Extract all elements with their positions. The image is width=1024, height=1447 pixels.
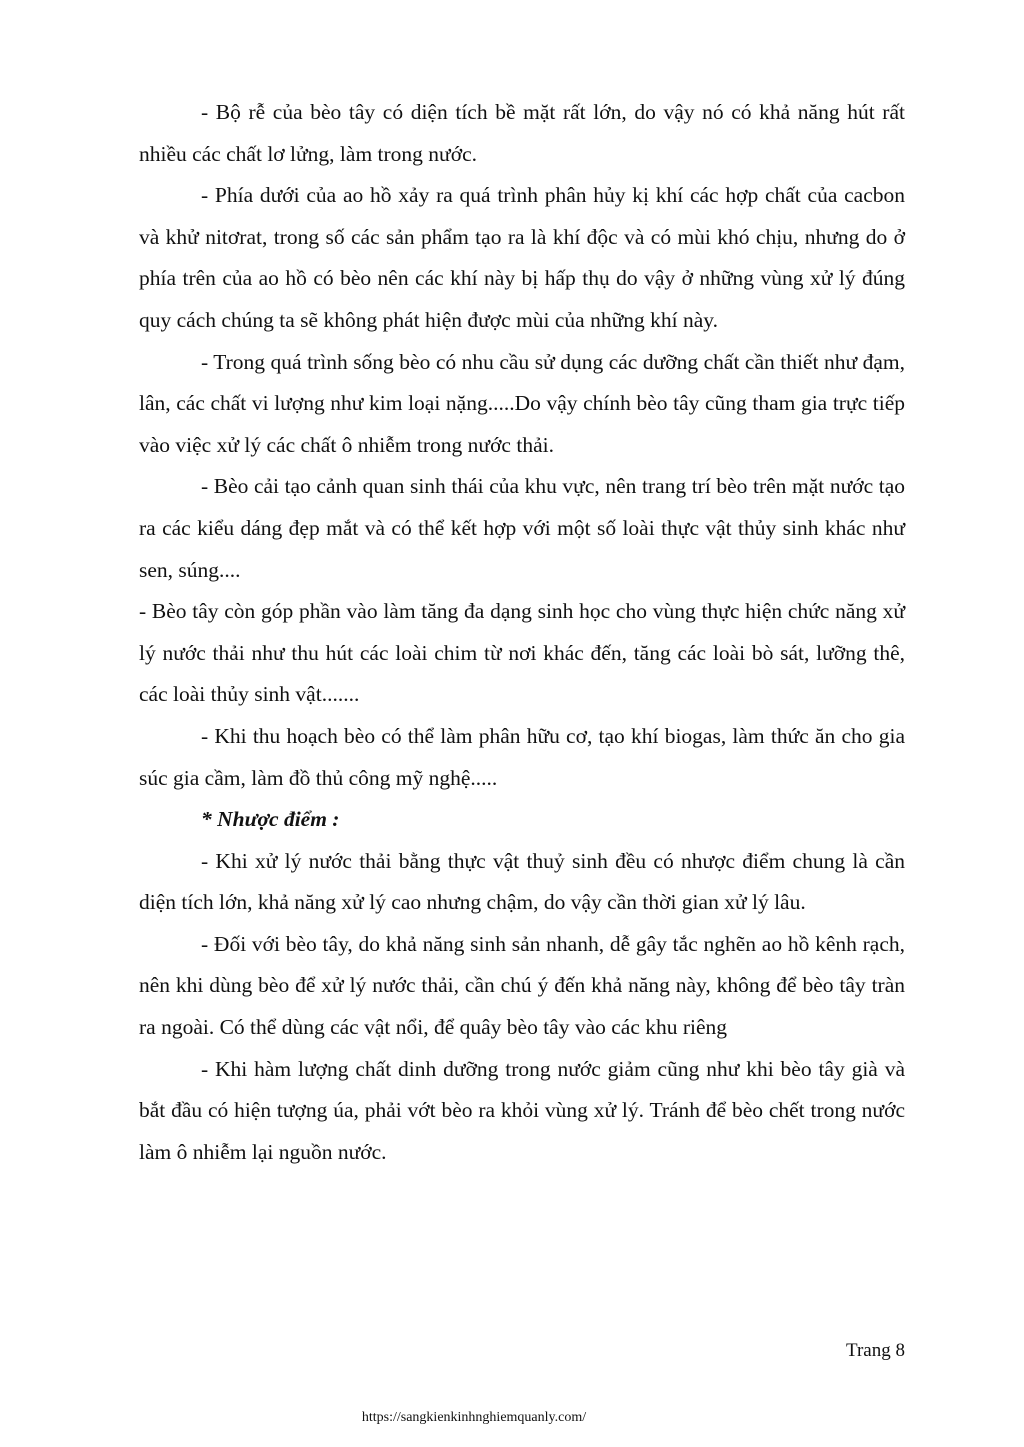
paragraph-area-time: - Khi xử lý nước thải bằng thực vật thuỷ sinh đều có nhược điểm chung là cần diện tích lớn, khả năng xử lý cao nhưng chậm, do vậy cần thời gian xử lý lâu. [139, 848, 905, 915]
paragraph-biodiversity: - Bèo tây còn góp phần vào làm tăng đa dạng sinh học cho vùng thực hiện chức năng xử lý nước thải như thu hút các loài chim từ nơi khác đến, tăng các loài bò sát, lưỡng thê, các loài thủy sinh vật....... [139, 599, 905, 707]
disadvantages-heading: * Nhược điểm : [201, 807, 340, 832]
paragraph-anaerobic-gases: - Phía dưới của ao hồ xảy ra quá trình phân hủy kị khí các hợp chất của cacbon và khử nitơrat, trong số các sản phẩm tạo ra là khí độc và có mùi khó chịu, nhưng do ở phía trên của ao hồ có bèo nên các khí này bị hấp thụ do vậy ở những vùng xử lý đúng quy cách chúng ta sẽ không phát hiện được mùi của những khí này. [139, 183, 905, 332]
page-number: Trang 8 [846, 1340, 905, 1361]
paragraph-removal: - Khi hàm lượng chất dinh dưỡng trong nước giảm cũng như khi bèo tây già và bắt đầu có hiện tượng úa, phải vớt bèo ra khỏi vùng xử lý. Tránh để bèo chết trong nước làm ô nhiễm lại nguồn nước. [139, 1056, 905, 1164]
paragraph-harvest-uses: - Khi thu hoạch bèo có thể làm phân hữu cơ, tạo khí biogas, làm thức ăn cho gia súc gia cầm, làm đồ thủ công mỹ nghệ..... [139, 723, 905, 790]
paragraph-landscape: - Bèo cải tạo cảnh quan sinh thái của khu vực, nên trang trí bèo trên mặt nước tạo ra các kiểu dáng đẹp mắt và có thể kết hợp với một số loài thực vật thủy sinh khác như sen, súng.... [139, 474, 905, 582]
paragraph-nutrient-uptake: - Trong quá trình sống bèo có nhu cầu sử dụng các dưỡng chất cần thiết như đạm, lân, các chất vi lượng như kim loại nặng.....Do vậy chính bèo tây cũng tham gia trực tiếp vào việc xử lý các chất ô nhiễm trong nước thải. [139, 349, 905, 457]
paragraph-rapid-growth: - Đối với bèo tây, do khả năng sinh sản nhanh, dễ gây tắc nghẽn ao hồ kênh rạch, nên khi dùng bèo để xử lý nước thải, cần chú ý đến khả năng này, không để bèo tây tràn ra ngoài. Có thể dùng các vật nổi, để quây bèo tây vào các khu riêng [139, 931, 905, 1040]
paragraph-root-surface: - Bộ rễ của bèo tây có diện tích bề mặt rất lớn, do vậy nó có khả năng hút rất nhiều các chất lơ lửng, làm trong nước. [139, 100, 905, 166]
page-body [139, 92, 905, 1173]
footer-url-link[interactable]: https://sangkienkinhnghiemquanly.com/ [361, 1410, 587, 1425]
